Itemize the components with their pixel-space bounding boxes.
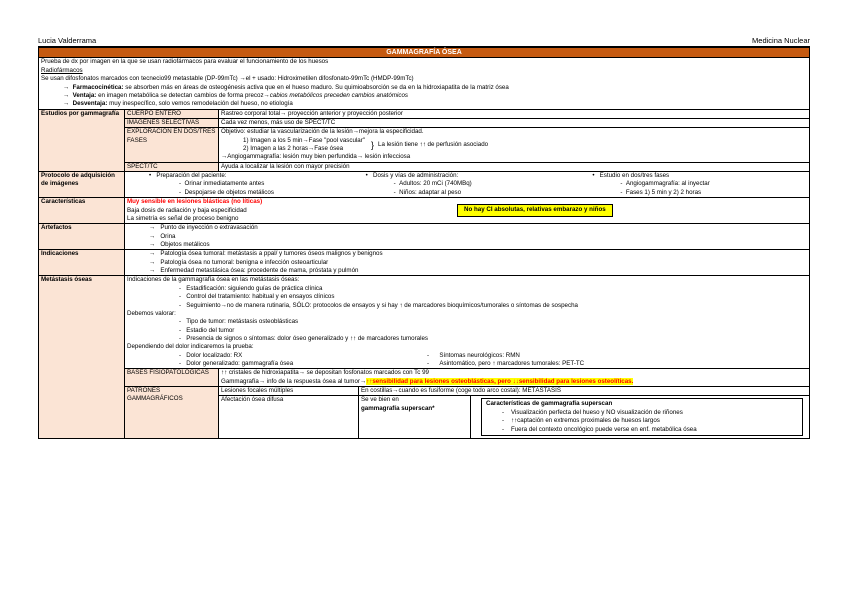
desventaja-label: Desventaja:: [72, 100, 108, 108]
spect-label: SPECT/TC: [125, 162, 219, 171]
valorar-item: Tipo de tumor: metástasis osteoblásticas: [186, 318, 299, 326]
ventaja-text: en imagen metabólica se detectan cambios de forma precoz→: [98, 91, 270, 99]
metastasis-ind-item: Estadificación: siguiendo guías de práctica clínica: [186, 284, 323, 292]
ventaja-label: Ventaja:: [72, 91, 97, 99]
exploracion-objetivo: Objetivo: estudiar la vascularización de la lesión→mejora la especificidad.: [221, 128, 424, 136]
intro-line-1: Prueba de dx por imagen en la que se usan radiofármacos para evaluar el funcionamiento de los huesos: [41, 58, 329, 66]
indicaciones-label: Indicaciones: [39, 250, 125, 276]
exploracion-desc: Objetivo: estudiar la vascularización de la lesión→mejora la especificidad. 1) Imagen a los 5 min→Fase "pool vascular" 2) Imagen a las 2 horas→Fase ósea } La lesión tiene ↑↑ de perfusión asociado →Angiogammagrafía: lesión muy bien perfundida→ lesión infecciosa: [219, 128, 810, 162]
valorar-heading: Debemos valorar:: [127, 309, 176, 317]
dosis-head: Dosis y vías de administración:: [373, 172, 459, 180]
intro-block: [39, 58, 810, 109]
exploracion-nota: La lesión tiene ↑↑ de perfusión asociado: [378, 140, 489, 148]
bases-label: BASES FISIOPATOLÓGICAS: [125, 369, 219, 387]
ventaja-italic: cabios metabólicos preceden cambios anatómicos: [269, 91, 408, 99]
metastasis-content: Indicaciones de la gammagrafía ósea en las metástasis óseas: - Estadificación: siguiendo guías de práctica clínica - Control del tratamiento: habitual y en ensayos clínicos - Seguimiento→no de manera rutinaria, SÓLO: protocolos de ensayos y si hay ↑ de marcadores bioquímicos/tumorales o síntomas de sospecha Debemos valorar: - Tipo de tumor: metástasis osteoblásticas - Estadio del tumor - Presencia de signos o síntomas: dolor óseo generalizado y ↑↑ de marcadores tumorales Dependiendo del dolor indicaremos la prueba: - Dolor localizado: RX - Dolor generalizado: gammagrafía ósea - Síntomas neurológicos: RMN - Asintomático, pero ↑ marcadores tumorales: PET-TC: [125, 276, 810, 369]
artefacto-item: Orina: [160, 232, 176, 240]
desventaja-line: → Desventaja: muy inespecífico, solo vemos remodelación del hueso, no etiología: [63, 100, 293, 108]
patrones-label: PATRONES GAMMAGRÁFICOS: [125, 387, 219, 439]
selectivas-label: IMÁGENES SELECTIVAS: [125, 118, 219, 127]
author-name: Lucia Valderrama: [38, 36, 97, 45]
metastasis-intro: Indicaciones de la gammagrafía ósea en las metástasis óseas:: [127, 276, 300, 284]
exploracion-label: EXPLORACIÓN EN DOS/TRES FASES: [125, 128, 219, 162]
estudios-label: Estudios por gammagrafía: [39, 109, 125, 172]
superscan-box: Características de gammagrafía superscan - Visualización perfecta del hueso y NO visualización de riñones - ↑↑captación en extremos proximales de huesos largos - Fuera del contexto oncológico puede verse en enf. metabólica ósea: [481, 398, 803, 435]
focales-desc: En costillas→cuando es fusiforme (coge todo arco costal): METÁSTASIS: [359, 387, 810, 396]
farmacocinetica-label: Farmacocinética:: [72, 83, 124, 91]
sheet-title: GAMMAGRAFÍA ÓSEA: [39, 48, 810, 58]
superscan-title: Características de gammagrafía superscan: [486, 400, 613, 408]
artefactos-content: → Punto de inyección o extravasación → Orina → Objetos metálicos: [125, 224, 810, 250]
ventaja-line: → Ventaja: en imagen metabólica se detectan cambios de forma precoz→cabios metabólicos preceden cambios anatómicos: [63, 91, 408, 99]
difusa-mid: [359, 396, 471, 438]
protocolo-content: • Preparación del paciente: - Orinar inmediatamente antes - Despojarse de objetos metálicos • Dosis y vías de administración: - Adultos: 20 mCi (740MBq) - Niños: adaptar al peso • Estudio en dos/tres fases - Angiogammagrafía: al inyectar - Fases 1) 5 min y 2) 2 horas: [125, 172, 810, 198]
caracteristicas-line-1: Muy sensible en lesiones blásticas (no líticas): [127, 198, 263, 206]
bases-highlight: ↑↑sensibilidad para lesiones osteoblásticas, pero ↓↓sensibilidad para lesiones osteolíticas.: [366, 377, 634, 385]
difusa-mid-a: Se ve bien en: [361, 396, 399, 404]
dolor-right-item: Asintomático, pero ↑ marcadores tumorales: PET-TC: [439, 360, 585, 368]
caracteristicas-line-3: La simetría es señal de proceso benigno: [127, 214, 239, 222]
preparacion-head: Preparación del paciente:: [156, 172, 227, 180]
fases-head: Estudio en dos/tres fases: [599, 172, 670, 180]
indicacion-item: Patología ósea no tumoral: benigna e infección osteoarticular: [160, 258, 329, 266]
bases-line-1: ↑↑ cristales de hidroxiapatita→ se depositan fosfonatos marcados con Tc 99: [221, 369, 429, 377]
spect-desc: Ayuda a localizar la lesión con mayor precisión: [219, 162, 810, 171]
desventaja-text: muy inespecífico, solo vemos remodelación del hueso, no etiología: [109, 100, 293, 108]
cuerpo-entero-label: CUERPO ENTERO: [125, 109, 219, 118]
indicacion-item: Enfermedad metastásica ósea: procedente de mama, próstata y pulmón: [160, 267, 359, 275]
artefactos-label: Artefactos: [39, 224, 125, 250]
intro-line-3: Se usan difosfonatos marcados con tecnecio99 metastable (DP-99mTc) →el + usado: Hidroximetilen difosfonato-99mTc (HMDP-99mTc): [41, 75, 414, 83]
metastasis-ind-item: Control del tratamiento: habitual y en ensayos clínicos: [186, 293, 335, 301]
preparacion-a: Orinar inmediatamente antes: [184, 180, 265, 188]
dolor-right-item: Síntomas neurológicos: RMN: [439, 351, 520, 359]
caracteristicas-content: [125, 198, 810, 224]
caracteristicas-label: Características: [39, 198, 125, 224]
main-table: [38, 47, 810, 439]
metastasis-ind-item: Seguimiento→no de manera rutinaria, SÓLO: protocolos de ensayos y si hay ↑ de marcadores bioquímicos/tumorales o síntomas de sospecha: [186, 301, 578, 309]
farmacocinetica-line: → Farmacocinética: se absorben más en áreas de osteogénesis activa que en el hueso maduro. Su quimioabsorción se da en la hidroxiapatita de la matriz ósea: [63, 83, 509, 91]
fases-a: Angiogammagrafía: al inyectar: [625, 180, 710, 188]
dosis-a: Adultos: 20 mCi (740MBq): [399, 180, 472, 188]
selectivas-desc: Cada vez menos, más uso de SPECT/TC: [219, 118, 810, 127]
study-sheet: [38, 47, 810, 439]
exploracion-angio: →Angiogammagrafía: lesión muy bien perfundida→ lesión infecciosa: [221, 153, 411, 161]
focales-label: Lesiones focales múltiples: [219, 387, 359, 396]
radiofarmacos-heading: Radiofármacos: [41, 66, 83, 74]
dolor-left-item: Dolor generalizado: gammagrafía ósea: [186, 360, 294, 368]
superscan-cell: [471, 396, 810, 438]
artefacto-item: Objetos metálicos: [160, 240, 210, 248]
bases-content: [219, 369, 810, 387]
exploracion-fase-1: 1) Imagen a los 5 min→Fase "pool vascular": [243, 136, 366, 144]
superscan-item: Visualización perfecta del hueso y NO visualización de riñones: [510, 408, 683, 416]
preparacion-b: Despojarse de objetos metálicos: [184, 188, 274, 196]
metastasis-label: Metástasis óseas: [39, 276, 125, 438]
superscan-item: ↑↑captación en extremos proximales de huesos largos: [510, 417, 660, 425]
ci-highlight-box: No hay CI absolutas, relativas embarazo y niños: [457, 204, 613, 216]
page-header: [38, 34, 810, 47]
cuerpo-entero-desc: Rastreo corporal total→ proyección anterior y proyección posterior: [219, 109, 810, 118]
bases-line-2a: Gammagrafía→ info de la respuesta ósea al tumor→: [221, 377, 367, 385]
farmacocinetica-text: se absorben más en áreas de osteogénesis activa que en el hueso maduro. Su quimioabsorción se da en la hidroxiapatita de la matriz ósea: [125, 83, 509, 91]
difusa-label: Afectación ósea difusa: [219, 396, 359, 438]
dosis-b: Niños: adaptar al peso: [399, 188, 462, 196]
valorar-item: Estadio del tumor: [186, 326, 235, 334]
artefacto-item: Punto de inyección o extravasación: [160, 224, 258, 232]
fases-b: Fases 1) 5 min y 2) 2 horas: [625, 188, 702, 196]
dolor-heading: Dependiendo del dolor indicaremos la prueba:: [127, 343, 254, 351]
exploracion-fase-2: 2) Imagen a las 2 horas→Fase ósea: [243, 145, 344, 153]
dolor-left-item: Dolor localizado: RX: [186, 351, 243, 359]
difusa-mid-b: gammagrafía superscan*: [361, 404, 435, 412]
valorar-item: Presencia de signos o síntomas: dolor óseo generalizado y ↑↑ de marcadores tumorales: [186, 334, 429, 342]
subject-name: Medicina Nuclear: [752, 36, 810, 45]
caracteristicas-line-2: Baja dosis de radiación y baja especificidad: [127, 206, 247, 214]
protocolo-label: Protocolo de adquisición de imágenes: [39, 172, 125, 198]
superscan-item: Fuera del contexto oncológico puede verse en enf. metabólica ósea: [510, 425, 697, 433]
indicacion-item: Patología ósea tumoral: metástasis a ppal/ y tumores óseos malignos y benignos: [160, 250, 383, 258]
indicaciones-content: → Patología ósea tumoral: metástasis a ppal/ y tumores óseos malignos y benignos → Patología ósea no tumoral: benigna e infección osteoarticular → Enfermedad metastásica ósea: procedente de mama, próstata y pulmón: [125, 250, 810, 276]
